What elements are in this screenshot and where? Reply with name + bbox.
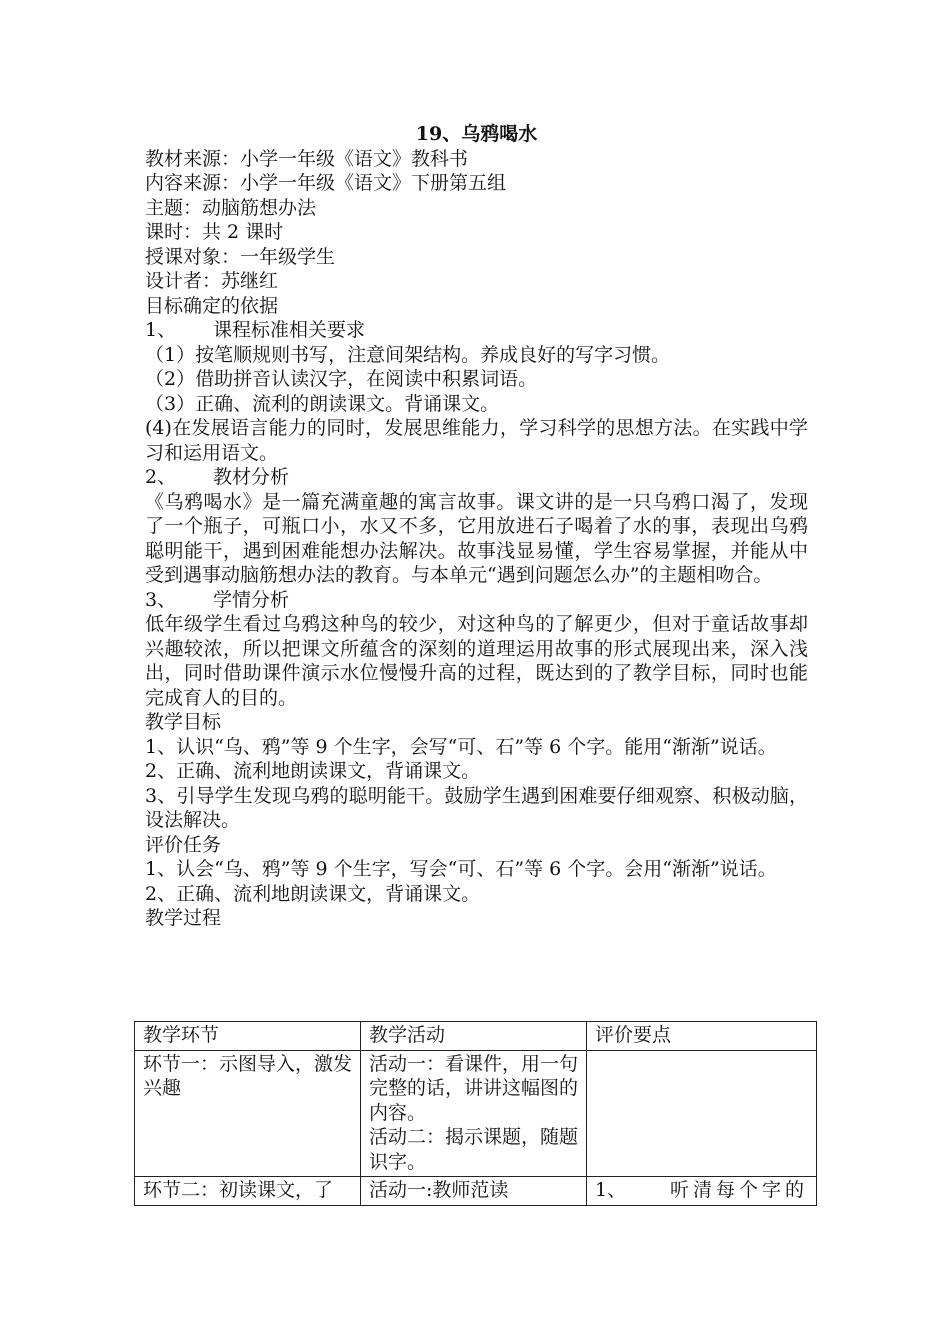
meta-source: 教材来源：小学一年级《语文》教科书 bbox=[145, 147, 469, 170]
goal-item-2: 2、正确、流利地朗读课文，背诵课文。 bbox=[145, 760, 481, 782]
section2-title: 教材分析 bbox=[213, 466, 290, 488]
stage-cell: 环节一：示图导入，激发兴趣 bbox=[135, 1050, 361, 1177]
goal-item-1: 1、认识“乌、鸦”等 9 个生字，会写“可、石”等 6 个字。能用“渐渐”说话。 bbox=[145, 735, 777, 758]
goal-item-3: 3、引导学生发现乌鸦的聪明能干。鼓励学生遇到困难要仔细观察、积极动脑，设法解决。 bbox=[145, 784, 808, 831]
criteria-number: 1、 bbox=[595, 1179, 627, 1201]
section1-number: 1、 bbox=[145, 319, 177, 341]
standard-item-4: (4)在发展语言能力的同时，发展思维能力，学习科学的思想方法。在实践中学习和运用语文。 bbox=[145, 417, 808, 464]
goals-heading: 教学目标 bbox=[145, 711, 222, 733]
activity-item: 活动二：揭示课题，随题识字。 bbox=[369, 1126, 579, 1173]
meta-content: 内容来源：小学一年级《语文》下册第五组 bbox=[145, 172, 507, 194]
document-page bbox=[145, 122, 808, 931]
standard-item-1: （1）按笔顺规则书写，注意间架结构。养成良好的写字习惯。 bbox=[145, 343, 671, 366]
criteria-cell bbox=[587, 1177, 817, 1206]
section3-title: 学情分析 bbox=[213, 588, 290, 611]
meta-theme: 主题：动脑筋想办法 bbox=[145, 196, 317, 219]
section1-heading bbox=[145, 318, 808, 343]
activity-cell bbox=[361, 1050, 587, 1177]
section3-heading bbox=[145, 588, 808, 613]
section2-heading bbox=[145, 465, 808, 490]
section2-number: 2、 bbox=[145, 466, 177, 488]
process-heading: 教学过程 bbox=[145, 907, 222, 929]
meta-designer: 设计者：苏继红 bbox=[145, 270, 279, 292]
meta-hours: 课时：共 2 课时 bbox=[145, 221, 284, 243]
activity-item: 活动一：看课件，用一句完整的话，讲讲这幅图的内容。 bbox=[369, 1052, 579, 1124]
document-title: 19、乌鸦喝水 bbox=[415, 123, 538, 145]
tasks-heading: 评价任务 bbox=[145, 833, 222, 856]
section1-title: 课程标准相关要求 bbox=[213, 319, 366, 341]
activity-item: 活动一:教师范读 bbox=[369, 1179, 509, 1201]
activity-cell bbox=[361, 1177, 587, 1206]
column-header-criteria: 评价要点 bbox=[587, 1022, 817, 1051]
learner-analysis-text: 低年级学生看过乌鸦这种鸟的较少，对这种鸟的了解更少，但对于童话故事却兴趣较浓，所以把课文所蕴含的深刻的道理运用故事的形式展现出来，深入浅出，同时借助课件演示水位慢慢升高的过程，既达到的了教学目标，同时也能完成育人的目的。 bbox=[145, 613, 808, 709]
task-item-1: 1、认会“乌、鸦”等 9 个生字，写会“可、石”等 6 个字。会用“渐渐”说话。 bbox=[145, 858, 777, 880]
table-row bbox=[135, 1050, 817, 1177]
table-header-row bbox=[135, 1022, 817, 1051]
criteria-text: 听清每个字的 bbox=[669, 1179, 808, 1201]
stage-cell: 环节二：初读课文，了 bbox=[135, 1177, 361, 1206]
process-table bbox=[134, 1021, 817, 1206]
basis-heading: 目标确定的依据 bbox=[145, 294, 279, 317]
section3-number: 3、 bbox=[145, 588, 177, 611]
column-header-activity: 教学活动 bbox=[361, 1022, 587, 1051]
meta-audience: 授课对象：一年级学生 bbox=[145, 245, 336, 268]
criteria-cell bbox=[587, 1050, 817, 1177]
column-header-stage: 教学环节 bbox=[135, 1022, 361, 1051]
material-analysis-text: 《乌鸦喝水》是一篇充满童趣的寓言故事。课文讲的是一只乌鸦口渴了，发现了一个瓶子，可瓶口小，水又不多，它用放进石子喝着了水的事，表现出乌鸦聪明能干，遇到困难能想办法解决。故事浅显易懂，学生容易掌握，并能从中受到遇事动脑筋想办法的教育。与本单元“遇到问题怎么办”的主题相吻合。 bbox=[145, 490, 808, 586]
task-item-2: 2、正确、流利地朗读课文，背诵课文。 bbox=[145, 882, 481, 905]
standard-item-3: （3）正确、流利的朗读课文。背诵课文。 bbox=[145, 392, 500, 415]
table-row bbox=[135, 1177, 817, 1206]
standard-item-2: （2）借助拼音认读汉字，在阅读中积累词语。 bbox=[145, 368, 538, 390]
